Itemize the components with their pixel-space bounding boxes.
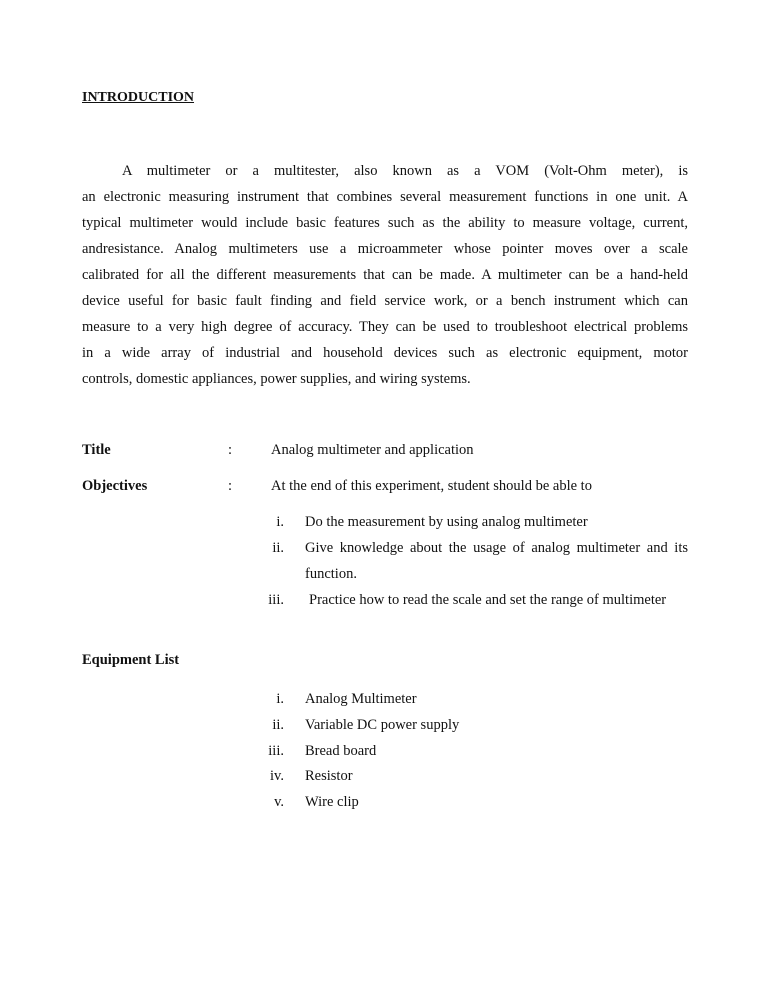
objective-item: Give knowledge about the usage of analog multimeter and its function. [305, 540, 688, 582]
objective-item: Practice how to read the scale and set the range of multimeter [309, 592, 667, 608]
objectives-label: Objectives [82, 478, 148, 494]
section-heading: INTRODUCTION [82, 90, 195, 105]
paragraph-line: andresistance. Analog multimeters use a microammeter whose pointer moves over a scale [82, 241, 688, 257]
equipment-item: Analog Multimeter [305, 691, 417, 707]
equipment-number: i. [276, 691, 284, 707]
paragraph-line: controls, domestic appliances, power supplies, and wiring systems. [82, 371, 471, 387]
title-colon: : [228, 442, 233, 458]
equipment-item: Wire clip [305, 794, 359, 810]
objectives-intro: At the end of this experiment, student should be able to [271, 478, 592, 494]
paragraph-line: calibrated for all the different measurements that can be made. A multimeter can be a hand-held [82, 267, 688, 283]
paragraph-line: device useful for basic fault finding and field service work, or a bench instrument which can [82, 293, 688, 309]
equipment-item: Resistor [305, 768, 353, 784]
title-label: Title [82, 442, 111, 458]
paragraph-line: measure to a very high degree of accuracy. They can be used to troubleshoot electrical problems [82, 319, 688, 335]
objective-number: i. [276, 514, 284, 530]
equipment-item: Bread board [305, 743, 377, 759]
objective-item: Do the measurement by using analog multimeter [305, 514, 588, 530]
equipment-number: iii. [268, 743, 284, 759]
equipment-number: v. [274, 794, 284, 810]
title-value: Analog multimeter and application [271, 442, 474, 458]
paragraph-line: an electronic measuring instrument that combines several measurement functions in one unit. A [82, 189, 688, 205]
equipment-list-label: Equipment List [82, 652, 180, 668]
objective-number: iii. [268, 592, 284, 608]
paragraph-line: in a wide array of industrial and household devices such as electronic equipment, motor [82, 345, 688, 361]
paragraph-line: typical multimeter would include basic features such as the ability to measure voltage, current, [82, 215, 688, 231]
equipment-item: Variable DC power supply [305, 717, 460, 733]
equipment-number: iv. [270, 768, 284, 784]
objectives-colon: : [228, 478, 233, 494]
introduction-paragraph [82, 161, 688, 395]
paragraph-line: A multimeter or a multitester, also known as a VOM (Volt-Ohm meter), is [122, 163, 688, 179]
equipment-number: ii. [272, 717, 284, 733]
objective-number: ii. [272, 540, 284, 556]
